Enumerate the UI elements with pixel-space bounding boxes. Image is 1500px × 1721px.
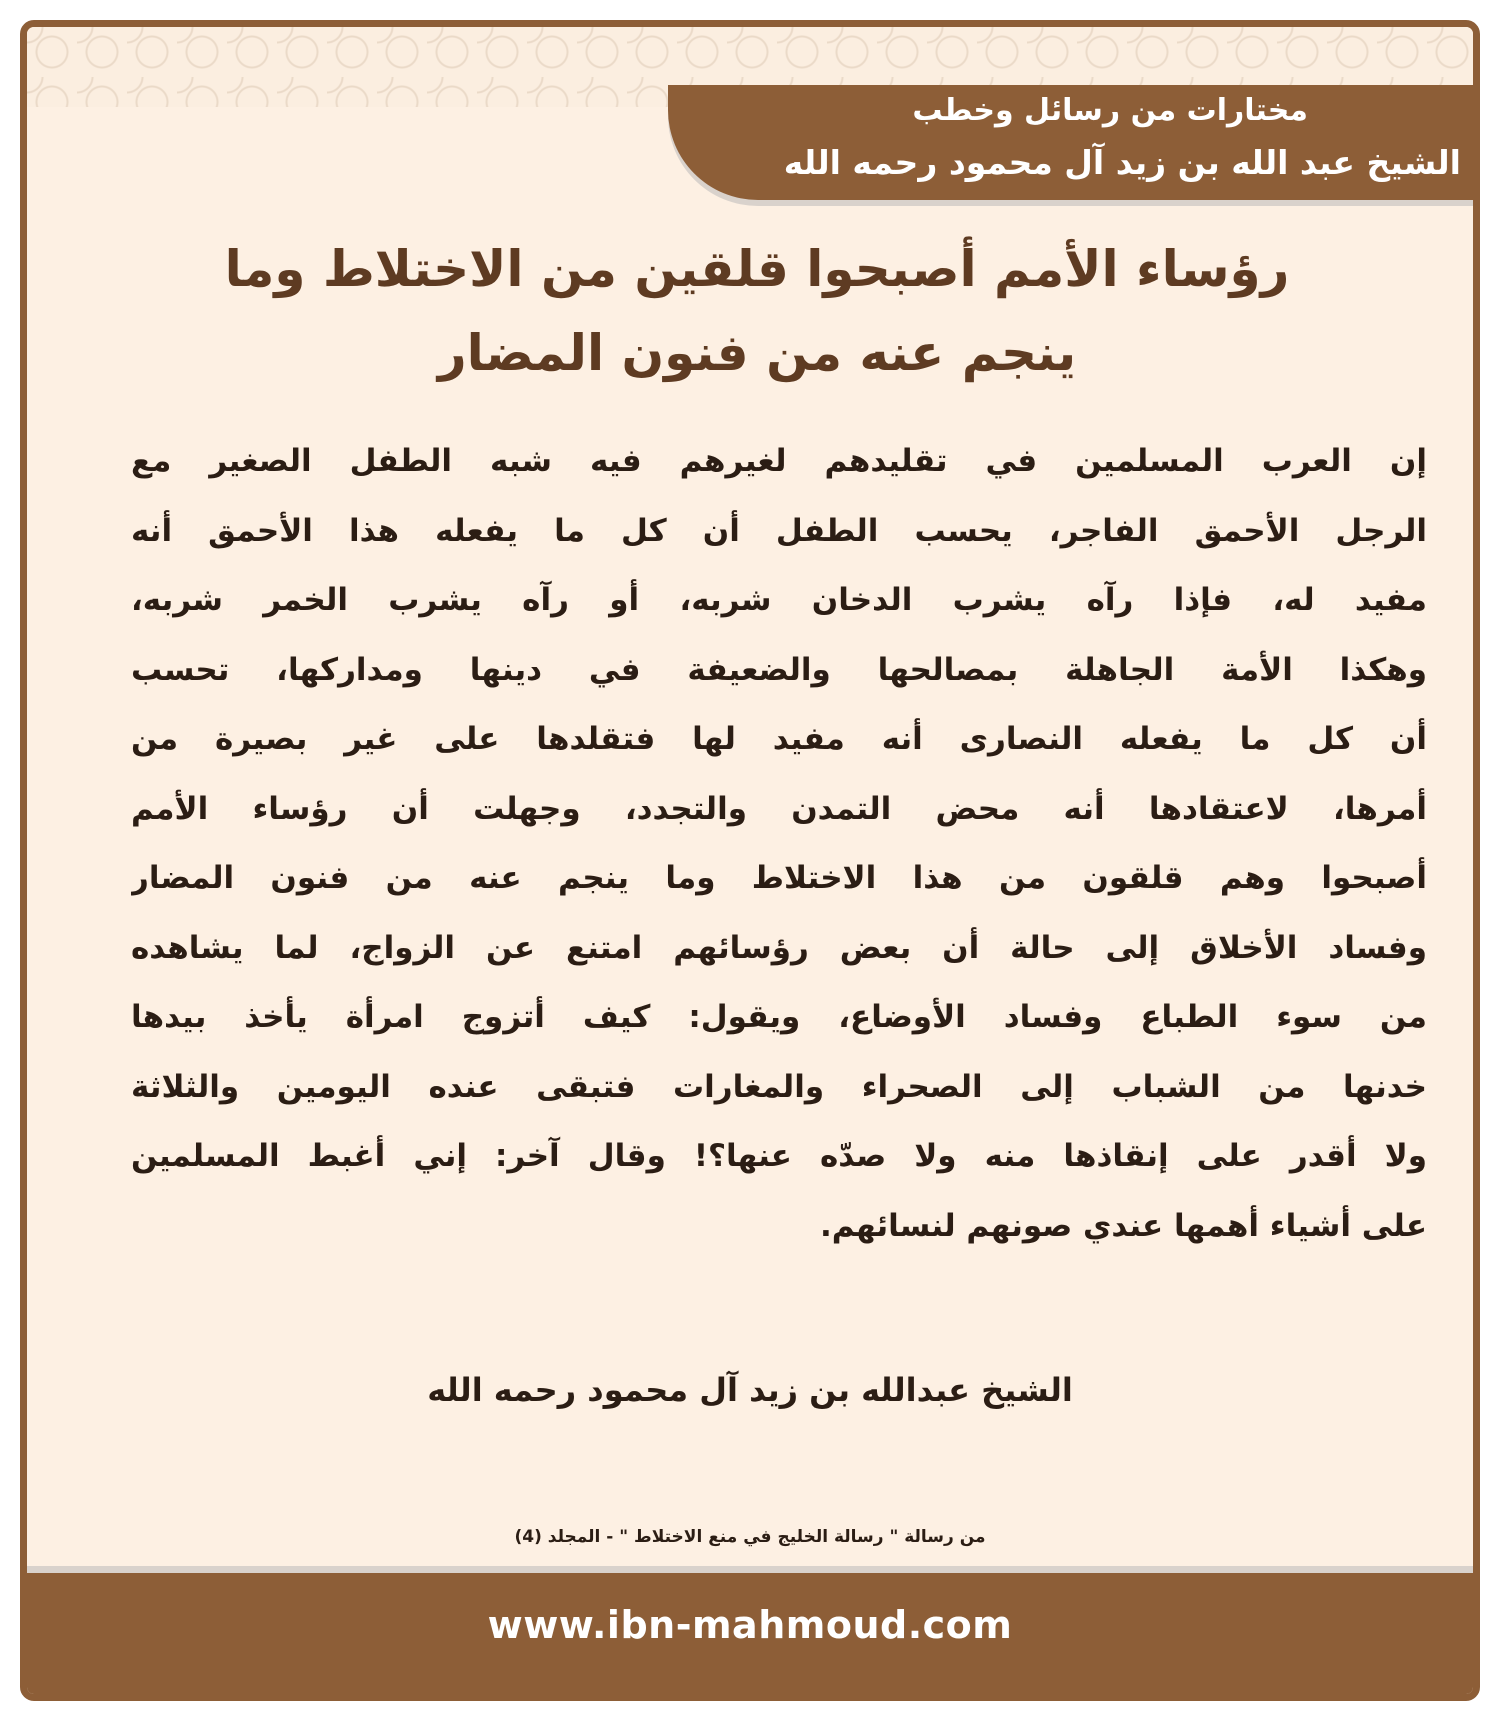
body-line: الرجل الأحمق الفاجر، يحسب الطفل أن كل ما يفعله هذا الأحمق أنه [131, 512, 1427, 549]
body-line: وفساد الأخلاق إلى حالة أن بعض رؤسائهم امتنع عن الزواج، لما يشاهده [131, 929, 1427, 966]
body-line: خدنها من الشباب إلى الصحراء والمغارات فتبقى عنده اليومين والثلاثة [131, 1068, 1427, 1105]
footer-band [27, 1566, 1473, 1694]
signature: الشيخ عبدالله بن زيد آل محمود رحمه الله [427, 1371, 1073, 1409]
article-card [20, 20, 1480, 1701]
body-line: إن العرب المسلمين في تقليدهم لغيرهم فيه شبه الطفل الصغير مع [131, 443, 1427, 479]
header-band [668, 85, 1473, 200]
body-line: ولا أقدر على إنقاذها منه ولا صدّه عنها؟! وقال آخر: إني أغبط المسلمين [131, 1138, 1427, 1174]
body-line: مفيد له، فإذا رآه يشرب الدخان شربه، أو رآه يشرب الخمر شربه، [131, 582, 1427, 618]
body-line: من سوء الطباع وفساد الأوضاع، ويقول: كيف أتزوج امرأة يأخذ بيدها [131, 999, 1427, 1035]
body-line: أن كل ما يفعله النصارى أنه مفيد لها فتقلدها على غير بصيرة من [131, 721, 1427, 757]
source-citation: من رسالة " رسالة الخليج في منع الاختلاط " - المجلد (4) [514, 1527, 986, 1547]
title-line-2: ينجم عنه من فنون المضار [437, 324, 1077, 382]
header-author: الشيخ عبد الله بن زيد آل محمود رحمه الله [783, 143, 1461, 182]
article-title [137, 227, 1377, 395]
body-line: على أشياء أهمها عندي صونهم لنسائهم. [819, 1207, 1427, 1244]
title-line-1: رؤساء الأمم أصبحوا قلقين من الاختلاط وما [224, 240, 1290, 298]
article-body [131, 427, 1427, 1261]
website-link[interactable]: www.ibn-mahmoud.com [487, 1603, 1013, 1647]
series-title: مختارات من رسائل وخطب [912, 93, 1308, 128]
body-line: وهكذا الأمة الجاهلة بمصالحها والضعيفة في دينها ومداركها، تحسب [131, 651, 1427, 688]
body-line: أمرها، لاعتقادها أنه محض التمدن والتجدد، وجهلت أن رؤساء الأمم [131, 790, 1427, 827]
body-line: أصبحوا وهم قلقون من هذا الاختلاط وما ينجم عنه من فنون المضار [131, 860, 1427, 896]
